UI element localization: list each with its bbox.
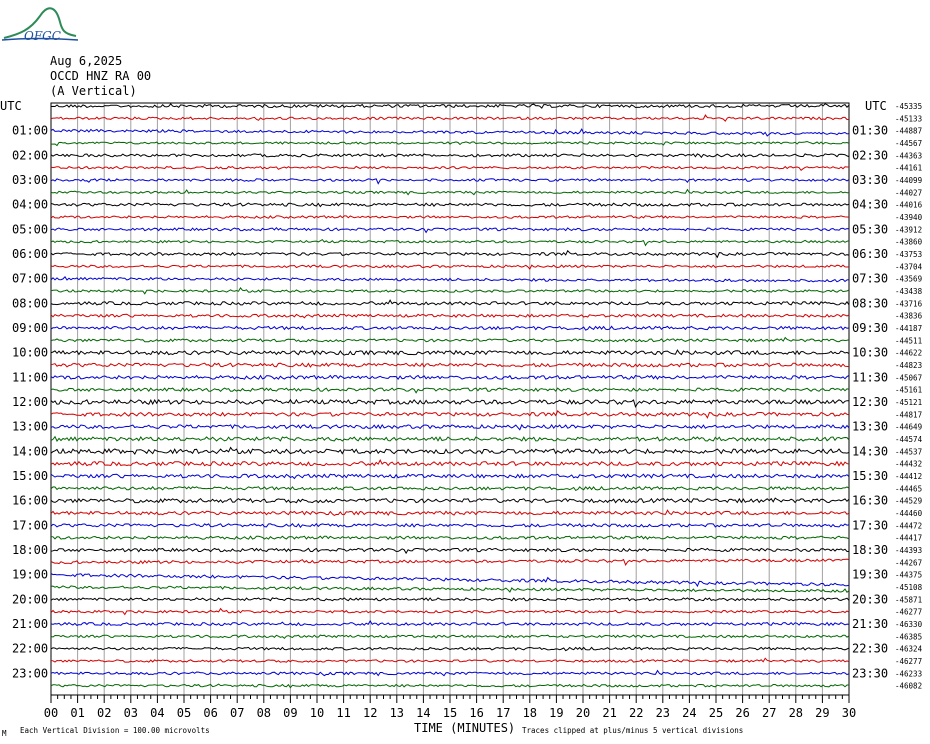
- trace-offset-label: -44016: [895, 200, 923, 210]
- left-hour-label: 01:00: [12, 123, 49, 138]
- right-hour-labels: [852, 124, 888, 681]
- trace-offset-label: -44567: [895, 139, 923, 148]
- trace-offset-label: -44187: [895, 324, 923, 333]
- x-axis-title: TIME (MINUTES): [414, 721, 516, 735]
- right-hour-label: 13:30: [852, 419, 889, 434]
- x-tick-label: 07: [229, 706, 245, 720]
- trace-offset-label: -45335: [895, 102, 923, 111]
- scale-note: Each Vertical Division = 100.00 microvolts: [20, 726, 210, 735]
- x-tick-label: 10: [309, 706, 325, 720]
- trace-offset-label: -44363: [895, 151, 923, 161]
- trace-offset-label: -46324: [895, 644, 923, 654]
- right-hour-label: 07:30: [852, 271, 889, 286]
- trace-offset-label: -44412: [895, 472, 923, 481]
- left-hour-label: 02:00: [12, 148, 49, 163]
- right-hour-label: 23:30: [852, 666, 889, 681]
- trace-offset-label: -45108: [895, 583, 923, 592]
- x-tick-label: 22: [628, 706, 644, 720]
- left-hour-labels: [12, 124, 48, 681]
- right-hour-label: 01:30: [852, 123, 889, 138]
- left-hour-label: 12:00: [12, 395, 49, 409]
- right-hour-label: 03:30: [852, 173, 889, 187]
- trace-offset-label: -44817: [895, 410, 923, 420]
- x-tick-label: 25: [708, 706, 724, 720]
- left-hour-label: 07:00: [12, 271, 49, 286]
- trace-offset-label: -43912: [895, 225, 923, 235]
- left-hour-label: 20:00: [12, 592, 49, 607]
- x-tick-label: 30: [841, 706, 857, 720]
- x-tick-label: 19: [549, 706, 564, 720]
- trace-offset-label: -46082: [895, 681, 923, 691]
- trace-offset-label: -46277: [895, 657, 923, 666]
- logo-text: OFGC: [24, 29, 61, 43]
- trace-offset-labels: [895, 102, 923, 691]
- trace-offset-label: -44622: [895, 348, 923, 358]
- trace-offset-label: -44161: [895, 163, 923, 173]
- trace-offset-label: -44027: [895, 188, 923, 198]
- left-hour-label: 13:00: [12, 419, 49, 434]
- trace-offset-label: -45161: [895, 385, 923, 395]
- left-hour-label: 06:00: [12, 247, 49, 261]
- station-code: OCCD HNZ RA 00: [50, 69, 152, 83]
- trace-offset-label: -44823: [895, 361, 923, 370]
- left-hour-label: 17:00: [12, 518, 49, 533]
- trace-offset-label: -46277: [895, 607, 923, 617]
- trace-offset-label: -43836: [895, 311, 923, 321]
- x-tick-label: 12: [362, 706, 378, 720]
- right-hour-label: 12:30: [852, 395, 889, 409]
- x-tick-label: 09: [283, 706, 298, 720]
- right-hour-label: 19:30: [852, 567, 889, 582]
- left-hour-label: 16:00: [12, 493, 49, 508]
- x-tick-label: 08: [256, 706, 272, 720]
- trace-offset-label: -44460: [895, 509, 923, 518]
- trace-offset-label: -45133: [895, 114, 923, 124]
- trace-offset-label: -43716: [895, 299, 923, 309]
- right-hour-label: 02:30: [852, 148, 889, 163]
- right-hour-label: 05:30: [852, 222, 889, 237]
- trace-offset-label: -45067: [895, 373, 923, 383]
- trace-offset-label: -46385: [895, 632, 923, 642]
- left-hour-label: 23:00: [12, 666, 49, 681]
- right-utc-label: UTC: [865, 99, 887, 113]
- plot-date: Aug 6,2025: [50, 54, 123, 68]
- x-tick-label: 16: [469, 706, 484, 720]
- left-hour-label: 15:00: [12, 469, 49, 483]
- left-hour-label: 04:00: [12, 197, 49, 212]
- left-hour-label: 11:00: [12, 370, 49, 385]
- x-tick-label: 27: [761, 706, 777, 720]
- x-tick-label: 00: [43, 706, 59, 720]
- x-tick-label: 20: [575, 706, 591, 720]
- right-hour-label: 16:30: [852, 493, 889, 508]
- right-hour-label: 15:30: [852, 469, 889, 483]
- corner-mark: M: [2, 729, 7, 738]
- trace-offset-label: -46233: [895, 669, 923, 679]
- left-hour-label: 14:00: [12, 444, 49, 459]
- left-hour-label: 22:00: [12, 641, 49, 656]
- trace-offset-label: -44417: [895, 533, 923, 543]
- trace-offset-label: -44649: [895, 422, 923, 432]
- right-hour-label: 10:30: [852, 345, 889, 360]
- left-hour-label: 03:00: [12, 173, 49, 187]
- right-hour-label: 04:30: [852, 197, 889, 212]
- trace-offset-label: -43860: [895, 237, 923, 247]
- left-utc-label: UTC: [0, 99, 22, 113]
- trace-offset-label: -44465: [895, 484, 923, 494]
- x-tick-label: 24: [682, 706, 697, 720]
- right-hour-label: 22:30: [852, 641, 889, 656]
- right-hour-label: 06:30: [852, 247, 889, 261]
- trace-offset-label: -44432: [895, 459, 923, 469]
- left-hour-label: 08:00: [12, 296, 49, 311]
- trace-offset-label: -44472: [895, 521, 923, 531]
- trace-offset-label: -44375: [895, 570, 923, 580]
- trace-offset-label: -43940: [895, 213, 923, 222]
- trace-offset-label: -46330: [895, 620, 923, 629]
- x-tick-label: 26: [735, 706, 750, 720]
- component-label: (A Vertical): [50, 84, 137, 98]
- left-hour-label: 09:00: [12, 321, 49, 335]
- trace-offset-label: -44529: [895, 496, 923, 506]
- right-hour-label: 08:30: [852, 296, 889, 311]
- trace-offset-label: -44393: [895, 546, 923, 555]
- clip-note: Traces clipped at plus/minus 5 vertical divisions: [522, 726, 744, 735]
- right-hour-label: 18:30: [852, 543, 889, 557]
- right-hour-label: 11:30: [852, 370, 889, 385]
- left-hour-label: 19:00: [12, 567, 49, 582]
- right-hour-label: 17:30: [852, 518, 889, 533]
- x-tick-label: 04: [150, 706, 165, 720]
- x-tick-label: 05: [176, 706, 192, 720]
- x-tick-label: 11: [336, 706, 351, 720]
- x-tick-label: 28: [788, 706, 804, 720]
- trace-offset-label: -43753: [895, 250, 923, 259]
- x-tick-label: 18: [522, 706, 538, 720]
- x-tick-label: 03: [123, 706, 139, 720]
- trace-offset-label: -44099: [895, 176, 923, 185]
- x-axis: [44, 695, 856, 720]
- trace-offset-label: -44537: [895, 447, 923, 457]
- trace-offset-label: -43704: [895, 262, 923, 272]
- x-tick-label: 14: [416, 706, 431, 720]
- x-tick-label: 06: [203, 706, 218, 720]
- right-hour-label: 14:30: [852, 444, 889, 459]
- left-hour-label: 21:00: [12, 617, 49, 631]
- x-tick-label: 29: [815, 706, 830, 720]
- x-tick-label: 23: [655, 706, 671, 720]
- x-tick-label: 13: [389, 706, 405, 720]
- trace-offset-label: -43569: [895, 274, 923, 284]
- right-hour-label: 20:30: [852, 592, 889, 607]
- x-tick-label: 02: [96, 706, 112, 720]
- trace-offset-label: -43438: [895, 287, 923, 296]
- left-hour-label: 18:00: [12, 543, 49, 557]
- x-tick-label: 21: [602, 706, 617, 720]
- left-hour-label: 05:00: [12, 222, 49, 237]
- right-hour-label: 21:30: [852, 617, 889, 631]
- right-hour-label: 09:30: [852, 321, 889, 335]
- x-tick-label: 15: [442, 706, 458, 720]
- trace-offset-label: -44574: [895, 435, 923, 444]
- trace-offset-label: -44887: [895, 126, 923, 136]
- trace-offset-label: -45121: [895, 398, 923, 407]
- x-tick-label: 01: [70, 706, 85, 720]
- x-tick-label: 17: [495, 706, 511, 720]
- trace-offset-label: -44511: [895, 336, 923, 346]
- left-hour-label: 10:00: [12, 345, 49, 360]
- trace-offset-label: -45871: [895, 595, 923, 605]
- trace-offset-label: -44267: [895, 558, 923, 568]
